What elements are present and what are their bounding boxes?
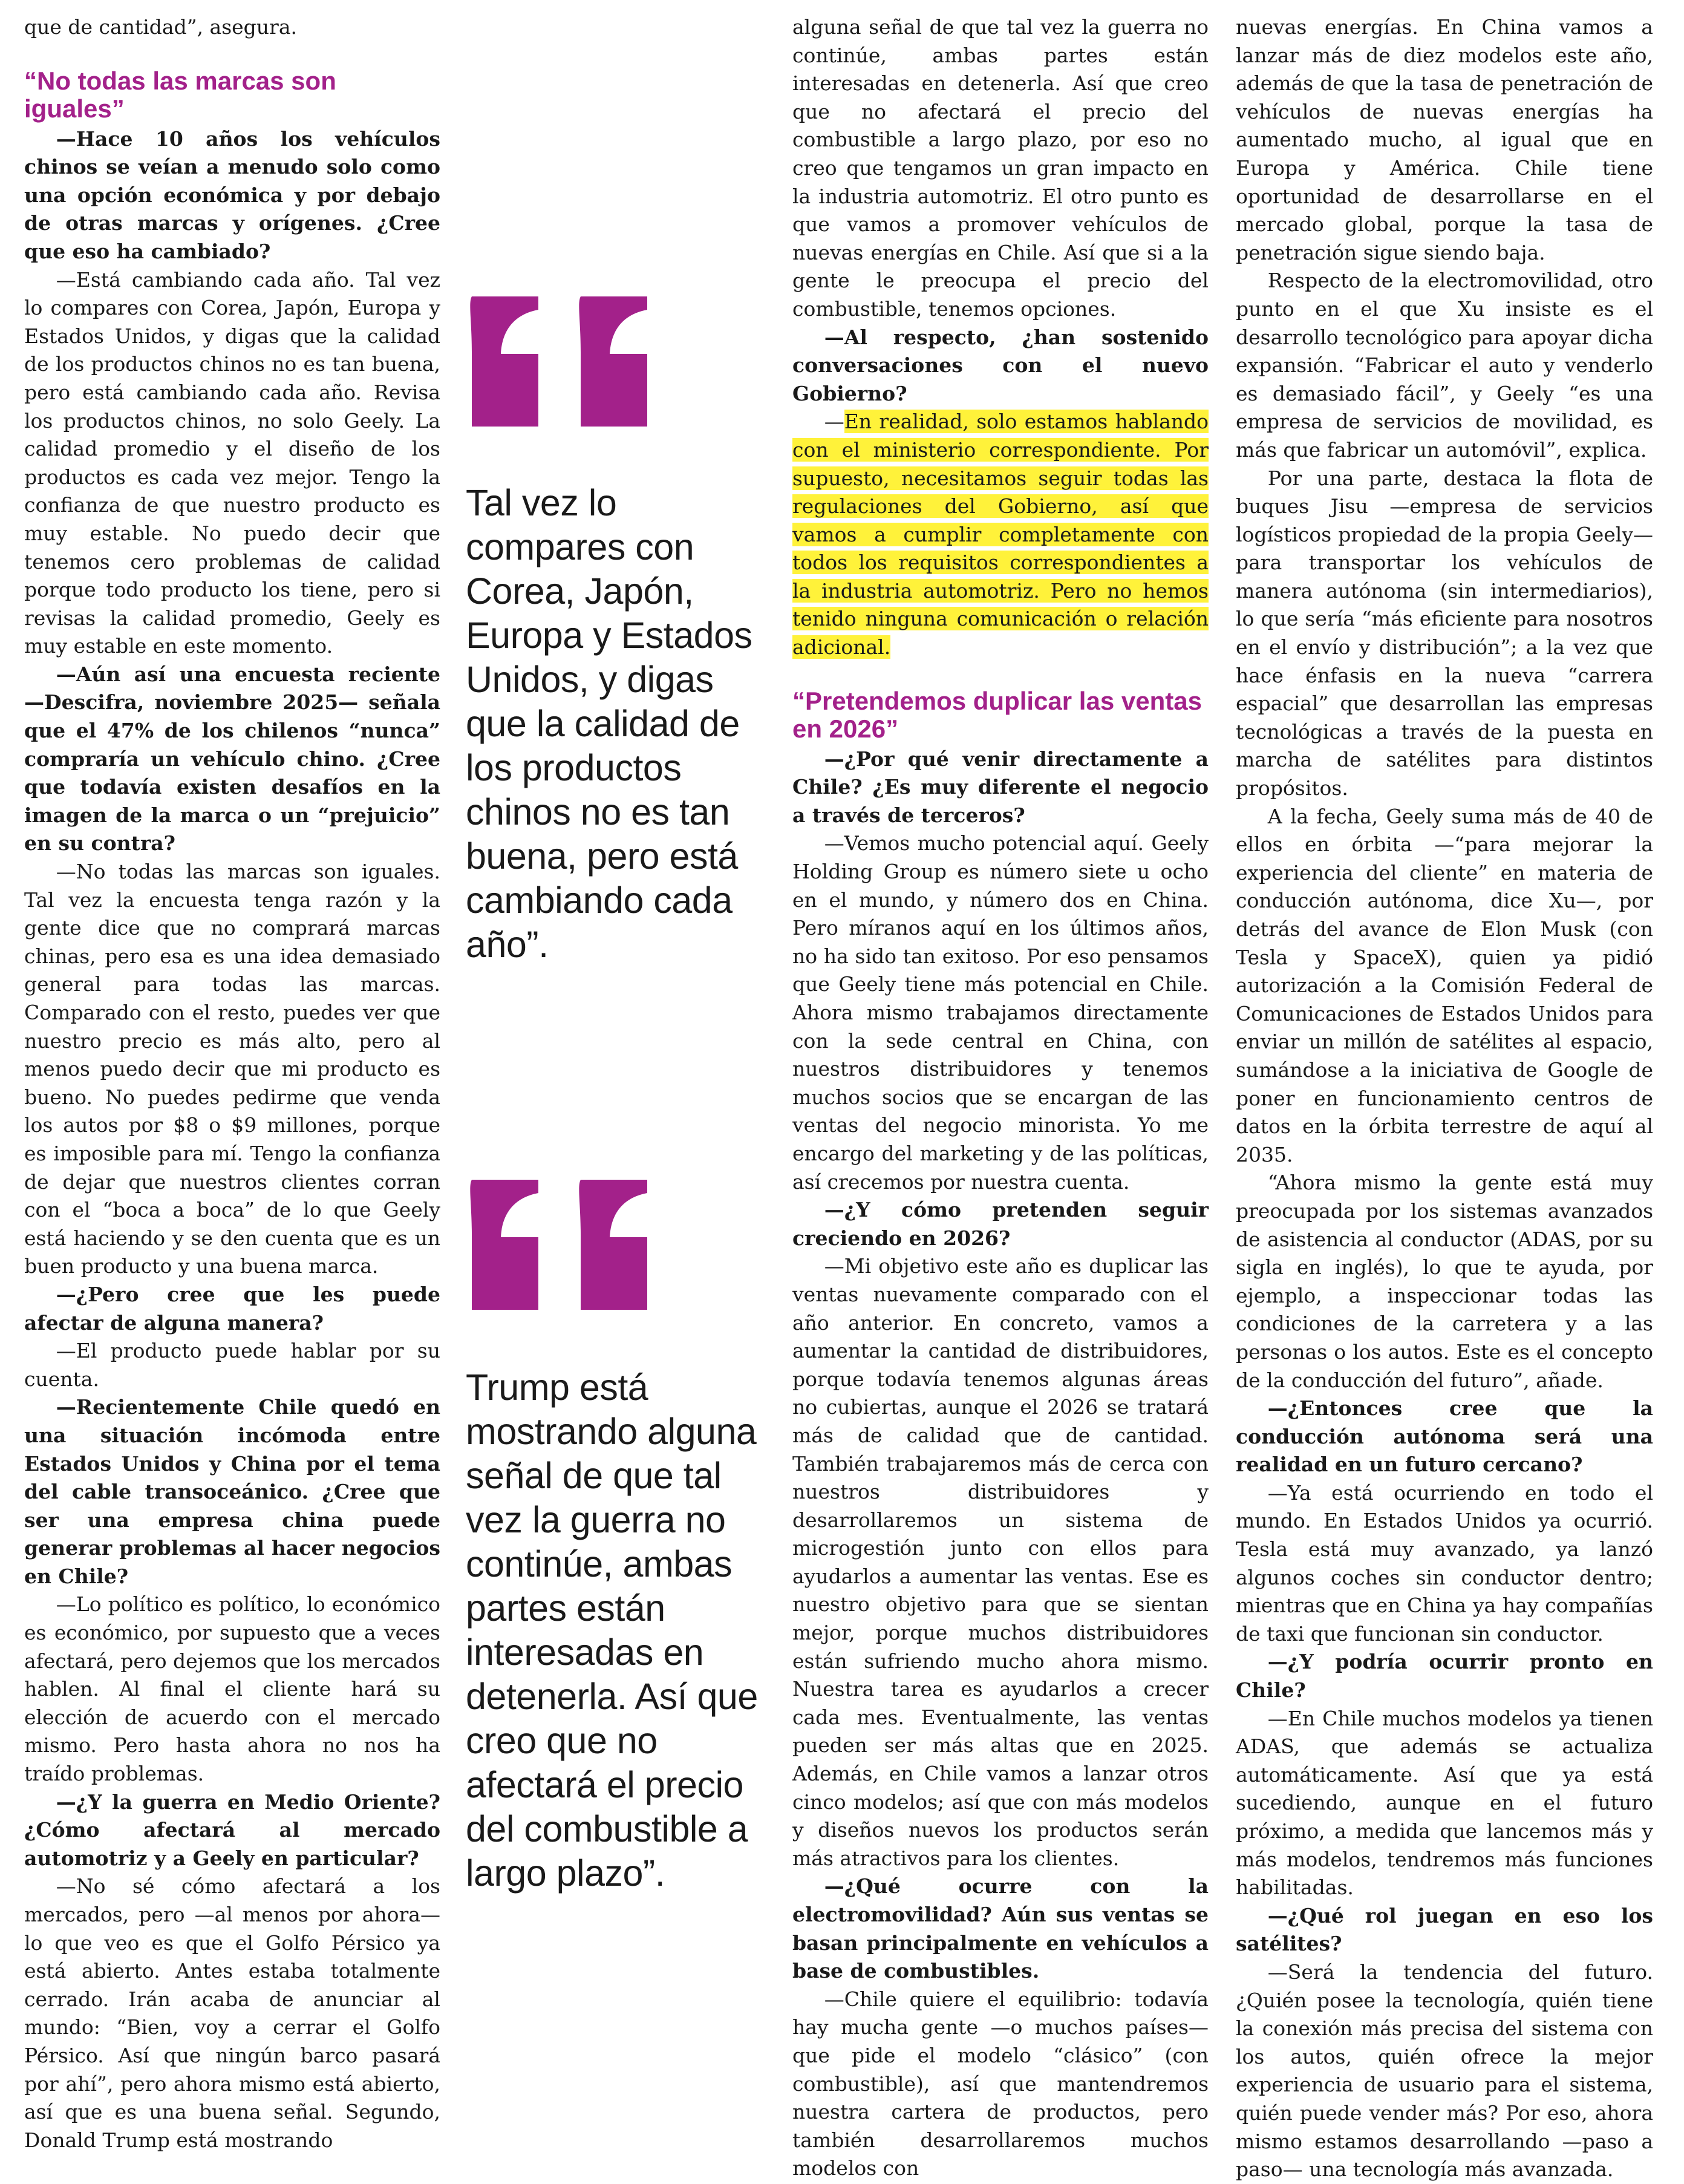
paragraph: Por una parte, destaca la flota de buques Jisu —empresa de servicios logísticos propiedad de la propia Geely— para transportar los vehículos de manera autónoma (sin intermediarios), lo que sería “más eficiente para nosotros en el envío y distribución”; a la vez que hace énfasis en la nueva “carrera espacial” que desarrollan las empresas tecnológicas a través de la puesta en marcha de satélites para distintos propósitos. — [1236, 466, 1653, 800]
interview-answer: nuevas energías. En China vamos a lanzar más de diez modelos este año, además de que la tasa de penetración de vehículos de nuevas energías ha aumentado mucho, al igual que en Europa y América. Chile tiene oportunidad de desarrollarse en el mercado global, porque la tasa de penetración sigue siendo baja. — [1236, 15, 1653, 264]
highlighted-text: En realidad, solo estamos hablando con el ministerio correspondiente. Por supuesto, necesitamos seguir todas las regulaciones del Gobierno, así que vamos a cumplir completamente con todos los requisitos correspondientes a la industria automotriz. Pero no hemos tenido ninguna comunicación o relación adicional. — [792, 410, 1209, 659]
paragraph: Respecto de la electromovilidad, otro punto en el que Xu insiste es el desarrollo tecnológico para apoyar dicha expansión. “Fabricar el auto y venderlo es demasiado fácil”, y Geely “es una empresa de servicios de movilidad, es más que fabricar un automóvil”, explica. — [1236, 269, 1653, 462]
interview-answer: —Ya está ocurriendo en todo el mundo. En Estados Unidos ya ocurrió. Tesla está muy avanzado, ya lanzó algunos coches sin conductor dentro; mientras que en China ya hay compañías de taxi que funcionan sin conductor. — [1236, 1480, 1653, 1646]
interview-answer: —Mi objetivo este año es duplicar las ventas nuevamente comparado con el año anterior. En concreto, vamos a aumentar la cantidad de distribuidores, porque todavía tenemos algunas áreas no cubiertas, aunque el 2026 se tratará más de calidad que de cantidad. También trabajaremos más de cerca con nuestros distribuidores y desarrollaremos un sistema de microgestión junto con ellos para ayudarlos a aumentar las ventas. Ese es nuestro objetivo para que se sientan mejor, porque muchos distribuidores están sufriendo mucho ahora mismo. Nuestra tarea es ayudarlos a crecer cada mes. Eventualmente, las ventas pueden ser más altas que en 2025. Además, en Chile vamos a lanzar otros cinco modelos; así que con más modelos y diseños nuevos los productos serán más atractivos para los clientes. — [792, 1254, 1209, 1870]
interview-question: —¿Pero cree que les puede afectar de alguna manera? — [24, 1282, 440, 1335]
interview-answer: —Vemos mucho potencial aquí. Geely Holding Group es número siete u ocho en el mundo, y número dos en China. Pero míranos aquí en los últimos años, no ha sido tan exitoso. Por eso pensamos que Geely tiene más potencial en Chile. Ahora mismo trabajamos directamente con la sede central en China, con nuestros distribuidores y tenemos muchos socios que se encargan de las ventas del negocio minorista. Yo me encargo del marketing y de las políticas, así crecemos por nuestra cuenta. — [792, 831, 1209, 1194]
article-column-4 — [1236, 13, 1653, 2184]
interview-answer: —En Chile muchos modelos ya tienen ADAS, que además se actualiza automáticamente. Así que ya está sucediendo, aunque en el futuro próximo, a medida que lancemos más y más modelos, tendremos más funciones habilitadas. — [1236, 1706, 1653, 1900]
interview-question: —¿Y cómo pretenden seguir creciendo en 2026? — [792, 1198, 1209, 1250]
article-column-3 — [792, 13, 1209, 2183]
interview-question: —¿Entonces cree que la conducción autónoma será una realidad en un futuro cercano? — [1236, 1396, 1653, 1477]
interview-answer: —No todas las marcas son iguales. Tal vez la encuesta tenga razón y la gente dice que no comprará marcas chinas, pero esa es una idea demasiado general para todas las marcas. Comparado con el resto, puedes ver que nuestro precio es más alto, pero al menos puedo decir que mi producto es bueno. No puedes pedirme que venda los autos por $8 o $9 millones, porque es imposible para mí. Tengo la confianza de dejar que nuestros clientes corran con el “boca a boca” de lo que Geely está haciendo y se den cuenta que es un buen producto y una buena marca. — [24, 860, 440, 1278]
interview-answer: —Lo político es político, lo económico es económico, por supuesto que a veces afectará, pero dejemos que los mercados hablen. Al final el cliente hará su elección de acuerdo con el mercado mismo. Pero hasta ahora no nos ha traído problemas. — [24, 1592, 440, 1786]
quote-mark-icon — [466, 1180, 665, 1310]
answer-dash: — — [824, 410, 844, 434]
interview-question: —¿Qué ocurre con la electromovilidad? Aún sus ventas se basan principalmente en vehículos a base de combustibles. — [792, 1874, 1209, 1983]
interview-question: —Al respecto, ¿han sostenido conversaciones con el nuevo Gobierno? — [792, 325, 1209, 405]
interview-answer: —Está cambiando cada año. Tal vez lo compares con Corea, Japón, Europa y Estados Unidos, y digas que la calidad de los productos chinos no es tan buena, pero está cambiando cada año. Revisa los productos chinos, no solo Geely. La calidad promedio y el diseño de los productos es cada vez mejor. Tengo la confianza de que nuestro producto es muy estable. No puedo decir que tenemos cero problemas de calidad porque todo producto los tiene, pero si revisas la calidad promedio, Geely es muy estable en este momento. — [24, 267, 440, 658]
pull-quote-1 — [466, 296, 768, 967]
paragraph: A la fecha, Geely suma más de 40 de ellos en órbita —“para mejorar la experiencia del cliente” en materia de conducción autónoma, dice Xu—, por detrás del avance de Elon Musk (con Tesla y SpaceX), quien ya pidió autorización a la Comisión Federal de Comunicaciones de Estados Unidos para enviar un millón de satélites al espacio, sumándose a la iniciativa de Google de poner en funcionamiento centros de datos en la órbita terrestre de aquí al 2035. — [1236, 804, 1653, 1166]
interview-answer: alguna señal de que tal vez la guerra no continúe, ambas partes están interesadas en detenerla. Así que creo que no afectará el precio del combustible a largo plazo, por eso no creo que tengamos un gran impacto en la industria automotriz. El otro punto es que vamos a promover vehículos de nuevas energías en Chile. Así que si a la gente le preocupa el precio del combustible, tenemos opciones. — [792, 15, 1209, 321]
pull-quote-text: Trump está mostrando alguna señal de que tal vez la guerra no continúe, ambas partes están interesadas en detenerla. Así que creo que no afectará el precio del combustible a largo plazo”. — [466, 1367, 758, 1894]
paragraph: “Ahora mismo la gente está muy preocupada por los sistemas avanzados de asistencia al conductor (ADAS, por su sigla en inglés), lo que te ayuda, por ejemplo, a inspeccionar todas las condiciones de la carretera y a las personas o los autos. Este es el concepto de la conducción del futuro”, añade. — [1236, 1171, 1653, 1392]
paragraph: que de cantidad”, asegura. — [24, 15, 297, 39]
interview-question: —¿Por qué venir directamente a Chile? ¿Es muy diferente el negocio a través de terceros? — [792, 747, 1209, 827]
interview-answer: —El producto puede hablar por su cuenta. — [24, 1339, 440, 1391]
pull-quote-2 — [466, 1180, 768, 1895]
interview-question: —¿Qué rol juegan en eso los satélites? — [1236, 1903, 1653, 1956]
interview-question: —Recientemente Chile quedó en una situación incómoda entre Estados Unidos y China por el tema del cable transoceánico. ¿Cree que ser una empresa china puede generar problemas al hacer negocios en Chile? — [24, 1395, 440, 1588]
interview-answer: —Chile quiere el equilibrio: todavía hay mucha gente —o muchos países— que pide el modelo “clásico” (con combustible), así que mantendremos nuestra cartera de productos, pero también desarrollaremos muchos modelos con — [792, 1987, 1209, 2180]
subheading: “Pretendemos duplicar las ventas en 2026” — [792, 686, 1202, 743]
interview-answer-highlighted — [792, 408, 1209, 661]
quote-mark-icon — [466, 296, 665, 427]
interview-answer: —Será la tendencia del futuro. ¿Quién posee la tecnología, quién tiene la conexión más precisa del sistema con los autos, quién ofrece la mejor experiencia de usuario para el sistema, quién puede vender más? Por eso, ahora mismo estamos desarrollando —paso a paso— una tecnología más avanzada. — [1236, 1960, 1653, 2182]
subheading: “No todas las marcas son iguales” — [24, 66, 336, 123]
interview-question: —Hace 10 años los vehículos chinos se veían a menudo solo como una opción económica y por debajo de otras marcas y orígenes. ¿Cree que eso ha cambiado? — [24, 126, 440, 263]
interview-question: —¿Y la guerra en Medio Oriente? ¿Cómo afectará al mercado automotriz y a Geely en particular? — [24, 1790, 440, 1870]
pull-quote-text: Tal vez lo compares con Corea, Japón, Europa y Estados Unidos, y digas que la calidad de los productos chinos no es tan buena, pero está cambiando cada año”. — [466, 482, 752, 965]
article-column-1 — [24, 13, 440, 2154]
interview-question: —Aún así una encuesta reciente —Descifra, noviembre 2025— señala que el 47% de los chilenos “nunca” compraría un vehículo chino. ¿Cree que todavía existen desafíos en la imagen de la marca o un “prejuicio” en su contra? — [24, 662, 440, 855]
interview-question: —¿Y podría ocurrir pronto en Chile? — [1236, 1650, 1653, 1702]
interview-answer: —No sé cómo afectará a los mercados, pero —al menos por ahora— lo que veo es que el Golfo Pérsico ya está abierto. Antes estaba totalmente cerrado. Irán acaba de anunciar al mundo: “Bien, voy a cerrar el Golfo Pérsico. Así que ningún barco pasará por ahí”, pero ahora mismo está abierto, así que es una buena señal. Segundo, Donald Trump está mostrando — [24, 1874, 440, 2152]
